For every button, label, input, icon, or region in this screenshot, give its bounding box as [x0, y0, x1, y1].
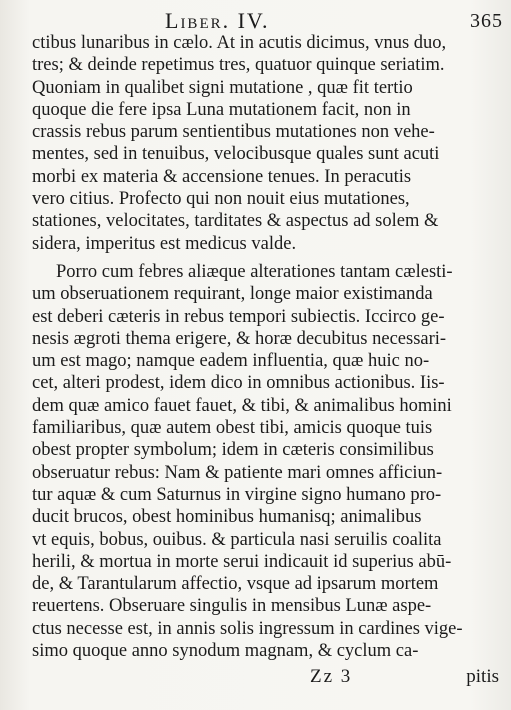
text-line: familiaribus, quæ autem obest tibi, amicis quoque tuis	[32, 418, 433, 439]
text-line: stationes, velocitates, tarditates & aspectus ad solem &	[32, 211, 439, 232]
text-line: ctibus lunaribus in cælo. At in acutis dicimus, vnus duo,	[32, 33, 447, 53]
signature-mark: Zz 3	[310, 666, 353, 687]
text-line: tres; & deinde repetimus tres, quatuor quinque seriatim.	[32, 55, 445, 76]
text-line: morbi ex materia & accensione tenues. In peracutis	[32, 166, 412, 187]
text-line: simo quoque anno synodum magnam, & cyclum ca-	[32, 641, 419, 662]
text-line: herili, & mortua in morte serui indicauit id superius abū-	[32, 551, 452, 572]
text-line: nesis ægroti thema erigere, & horæ decubitus necessari-	[32, 328, 447, 349]
page-header	[0, 4, 511, 34]
text-line: est deberi cæteris in rebus tempori subiectis. Iccirco ge-	[32, 306, 445, 327]
text-line: tur aquæ & cum Saturnus in virgine signo humano pro-	[32, 484, 442, 505]
text-line: sidera, imperitus est medicus valde.	[32, 233, 297, 254]
page-number: 365	[470, 10, 503, 32]
text-line: um est mago; namque eadem influentia, quæ huic no-	[32, 351, 430, 372]
text-line: um obseruationem requirant, longe maior existimanda	[32, 284, 433, 305]
text-line: ducit brucos, obest hominibus humanisq; animalibus	[32, 507, 422, 528]
catchword: pitis	[466, 666, 499, 687]
text-line: reuertens. Obseruare singulis in mensibus Lunæ aspe-	[32, 596, 432, 617]
paragraph	[32, 261, 494, 662]
text-line: quoque die fere ipsa Luna mutationem facit, non in	[32, 99, 411, 120]
text-line: de, & Tarantularum affectio, vsque ad ipsarum mortem	[32, 574, 439, 595]
paragraph	[32, 32, 494, 255]
text-line: Porro cum febres aliæque alterationes tantam cælesti-	[56, 261, 453, 282]
text-line: mentes, sed in tenuibus, velocibusque quales sunt acuti	[32, 144, 440, 165]
text-line: obseruatur rebus: Nam & patiente mari omnes afficiun-	[32, 462, 443, 483]
text-line: vt equis, bobus, ouibus. & particula nasi seruilis coalita	[32, 529, 442, 550]
text-line: ctus necesse est, in annis solis ingressum in cardines vige-	[32, 618, 463, 639]
text-line: cet, alteri prodest, idem dico in omnibus actionibus. Iis-	[32, 373, 445, 394]
page-footer	[0, 662, 511, 702]
text-line: obest propter symbolum; idem in cæteris consimilibus	[32, 440, 434, 461]
text-line: dem quæ amico fauet fauet, & tibi, & animalibus homini	[32, 395, 452, 416]
text-line: vero citius. Profecto qui non nouit eius mutationes,	[32, 189, 410, 210]
running-title: Liber. IV.	[165, 8, 270, 33]
body-text	[32, 32, 494, 662]
text-line: crassis rebus parum sentientibus mutationes non vehe-	[32, 122, 435, 143]
text-line: Quoniam in qualibet signi mutatione , quæ fit tertio	[32, 77, 413, 98]
